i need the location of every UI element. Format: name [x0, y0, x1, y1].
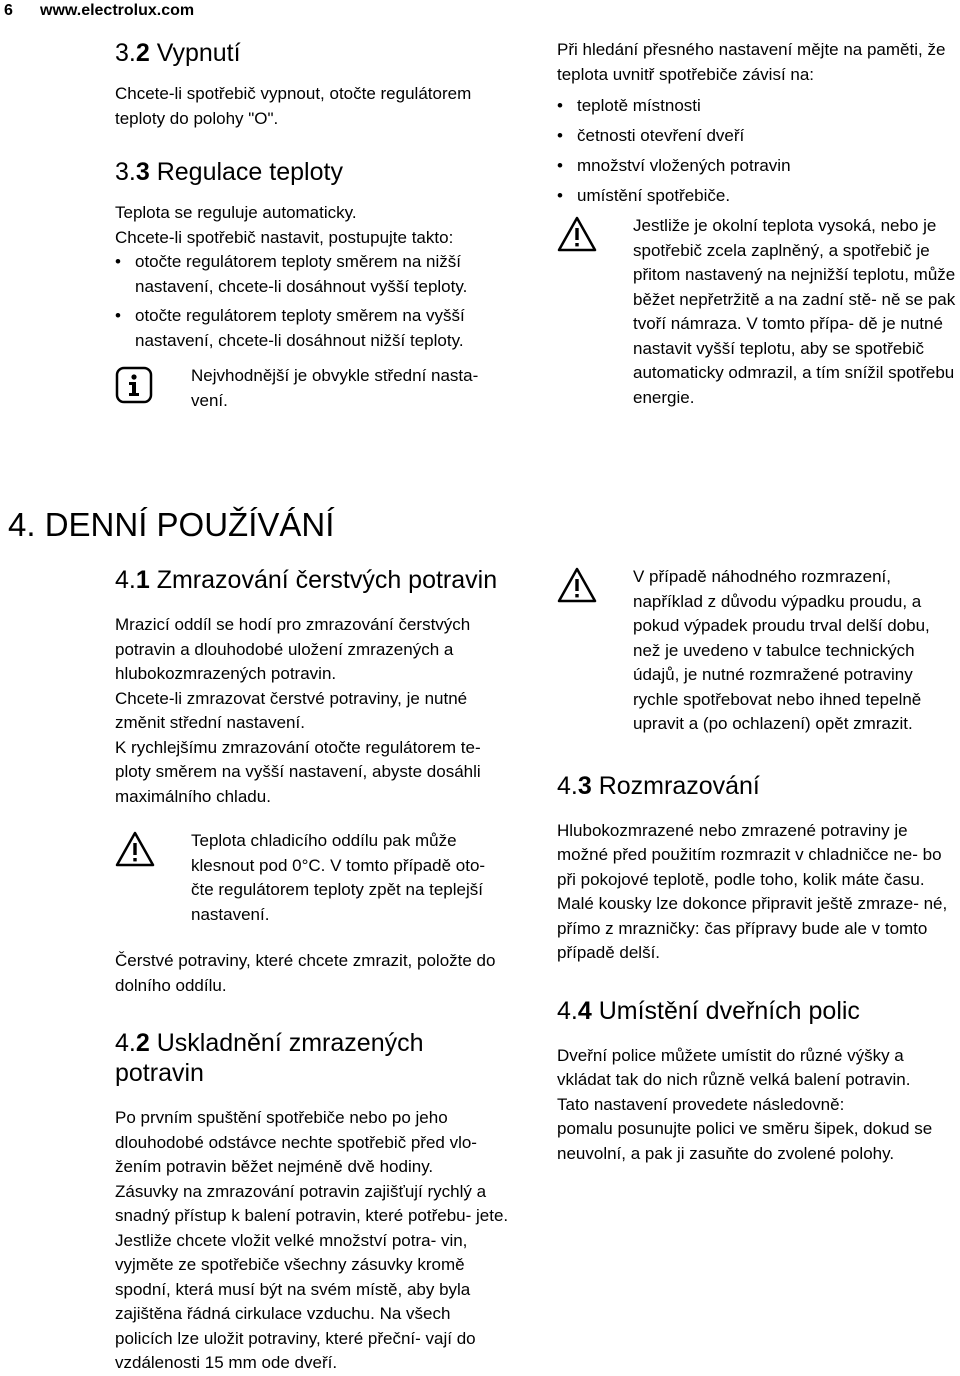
- site-url: www.electrolux.com: [40, 2, 195, 19]
- list-item: • otočte regulátorem teploty směrem na nižší nastavení, chcete-li dosáhnout vyšší teploty.: [115, 250, 505, 299]
- list-item: • otočte regulátorem teploty směrem na vyšší nastavení, chcete-li dosáhnout nižší teploty.: [115, 304, 505, 353]
- warning-icon: [557, 216, 595, 254]
- left-top-column: [115, 38, 515, 413]
- text-3-3-intro-1: Teplota se reguluje automaticky.: [115, 203, 357, 222]
- info-note: [115, 364, 515, 413]
- text-3-2: Chcete-li spotřebič vypnout, otočte regulátorem teploty do polohy "O".: [115, 84, 472, 128]
- text-4-2-p2: Zásuvky na zmrazování potravin zajišťují rychlý a snadný přístup k balení potravin, které potřebu- jete. Jestliže chcete vložit velké množství potra- vin, vyjměte ze spotřebiče všechny zásuvky kromě spodní, která musí být na svém místě, aby byla zajištěna řádná cirkulace vzduchu. Na všech policích lze uložit potraviny, které přeční- vají do vzdálenosti 15 mm ode dveří.: [115, 1181, 509, 1372]
- heading-3-3: 3.3 Regulace teploty: [115, 158, 343, 186]
- list-item: • množství vložených potravin: [557, 154, 957, 179]
- text-4-1-p4: Čerstvé potraviny, které chcete zmrazit, položte do dolního oddílu.: [115, 951, 496, 995]
- heading-4-3: 4.3 Rozmrazování: [557, 771, 760, 800]
- heading-4-2: 4.2 Uskladnění zmrazených potravin: [115, 1029, 424, 1087]
- info-note-text: Nejvhodnější je obvykle střední nasta- vení.: [191, 366, 479, 410]
- list-item: • umístění spotřebiče.: [557, 184, 957, 209]
- text-4-2-p1: Po prvním spuštění spotřebiče nebo po jeho dlouhodobé odstávce nechte spotřebič před vlo- žením potravin běžet nejméně dvě hodiny.: [115, 1108, 477, 1176]
- text-4-4-p2: Tato nastavení provedete následovně:: [557, 1094, 845, 1114]
- warning-icon: [557, 567, 595, 605]
- warning-note-text: Teplota chladicího oddílu pak může klesnout pod 0°C. V tomto případě oto- čte regulátorem teploty zpět na teplejší nastavení.: [191, 831, 486, 924]
- bullet-list-3-3: [115, 250, 505, 353]
- right-bottom-column: [557, 565, 957, 1166]
- text-4-1-p3: K rychlejšímu zmrazování otočte regulátorem te- ploty směrem na vyšší nastavení, abyste dosáhli maximálního chladu.: [115, 737, 481, 806]
- page-number: 6: [4, 2, 13, 19]
- warning-icon: [115, 831, 153, 869]
- bullet-list-factors: [557, 94, 957, 209]
- heading-4-4: 4.4 Umístění dveřních polic: [557, 996, 860, 1025]
- text-4-4-p1: Dveřní police můžete umístit do různé výšky a vkládat tak do nich různě velká balení potravin.: [557, 1045, 911, 1089]
- text-3-3-intro-2: Chcete-li spotřebič nastavit, postupujte takto:: [115, 227, 454, 247]
- text-4-1-p2: Chcete-li zmrazovat čerstvé potraviny, je nutné změnit střední nastavení.: [115, 688, 468, 732]
- left-bottom-column: [115, 565, 515, 1376]
- warning-note-text: Jestliže je okolní teplota vysoká, nebo je spotřebič zcela zaplněný, a spotřebič je přitom nastavený na nejnižší teplotu, může běžet nepřetržitě a na zadní stě- ně se pak tvoří námraza. V tomto přípa- dě je nutné nastavit vyšší teplotu, aby se spotřebič automaticky odmrazil, a tím snížil spotřebu energie.: [633, 216, 956, 407]
- info-icon: [115, 366, 153, 404]
- text-4-1-p1: Mrazicí oddíl se hodí pro zmrazování čerstvých potravin a dlouhodobé uložení zmrazených a hlubokozmrazených potravin.: [115, 615, 471, 683]
- warning-note-text: V případě náhodného rozmrazení, například z důvodu výpadku proudu, a pokud výpadek proudu trval delší dobu, než je uvedeno v tabulce technických údajů, je nutné rozmražené potraviny rychle spotřebovat nebo ihned tepelně upravit a (po ochlazení) opět zmrazit.: [633, 567, 930, 733]
- heading-3-2: 3.2 Vypnutí: [115, 39, 241, 67]
- heading-4-1: 4.1 Zmrazování čerstvých potravin: [115, 566, 498, 594]
- warning-note-4-1: [115, 829, 515, 927]
- warning-note-thaw: [557, 565, 957, 737]
- right-top-column: [557, 38, 957, 410]
- text-4-3-p1: Hlubokozmrazené nebo zmrazené potraviny je možné před použitím rozmrazit v chladničce ne- bo při pokojové teplotě, podle toho, kolik máte času.: [557, 820, 942, 889]
- list-item: • teplotě místnosti: [557, 94, 957, 119]
- text-right-intro: Při hledání přesného nastavení mějte na paměti, že teplota uvnitř spotřebiče závisí na:: [557, 40, 946, 84]
- text-4-3-p2: Malé kousky lze dokonce připravit ještě zmraze- né, přímo z mrazničky: čas přípravy bude ale v tomto případě delší.: [557, 894, 948, 962]
- list-item: • četnosti otevření dveří: [557, 124, 957, 149]
- warning-note: [557, 214, 957, 410]
- text-4-4-p3: pomalu posunujte polici ve směru šipek, dokud se neuvolní, a pak ji zasuňte do zvolené polohy.: [557, 1119, 933, 1163]
- chapter-title: 4. DENNÍ POUŽÍVÁNÍ: [8, 506, 335, 543]
